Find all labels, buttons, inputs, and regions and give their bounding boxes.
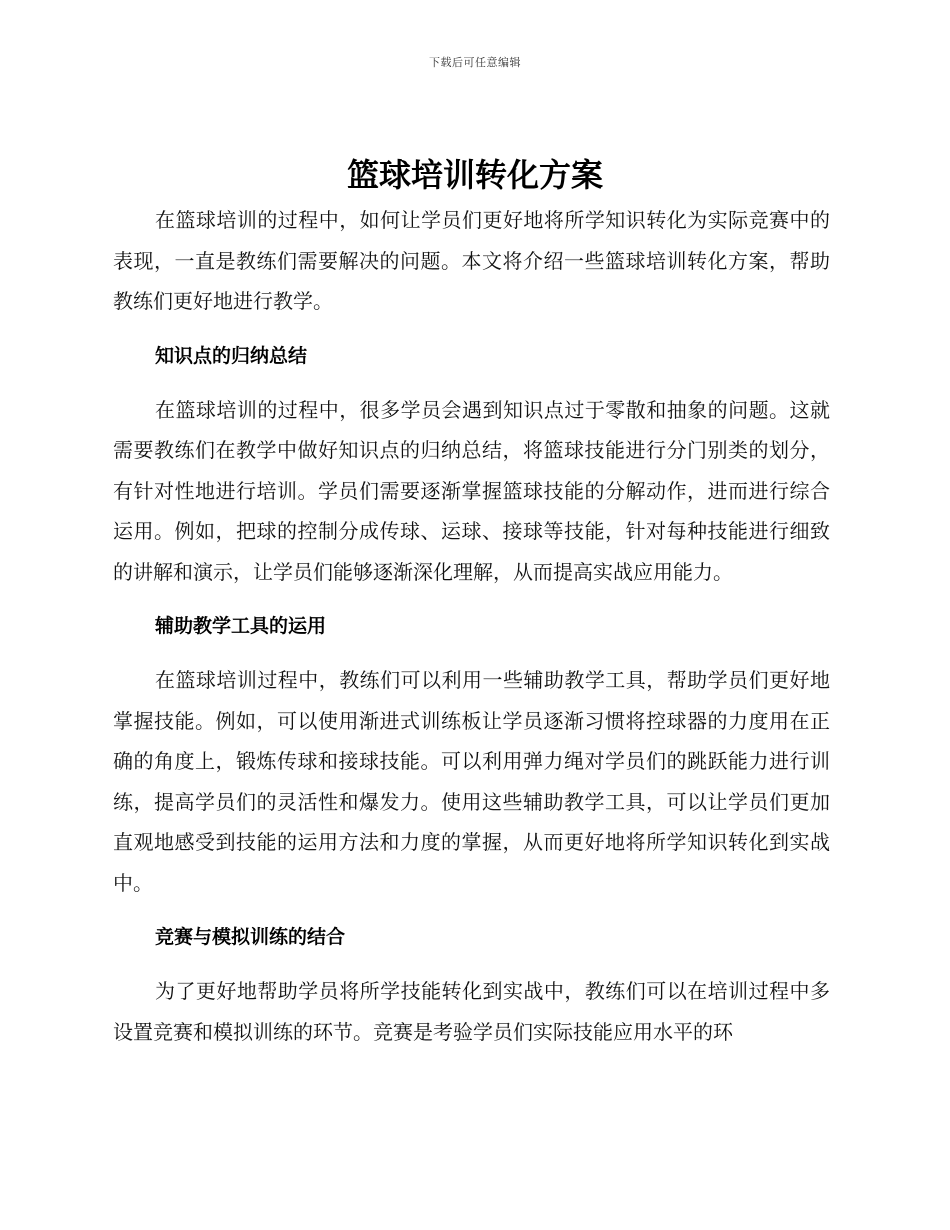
intro-paragraph: 在篮球培训的过程中，如何让学员们更好地将所学知识转化为实际竞赛中的表现，一直是教练们需要解决的问题。本文将介绍一些篮球培训转化方案，帮助教练们更好地进行教学。 [113, 208, 830, 313]
section-heading-teaching-tools: 辅助教学工具的运用 [155, 615, 327, 637]
section-heading-knowledge-summary: 知识点的归纳总结 [155, 344, 308, 367]
document-title: 篮球培训转化方案 [346, 156, 603, 194]
section-paragraph-teaching-tools: 在篮球培训过程中，教练们可以利用一些辅助教学工具，帮助学员们更好地掌握技能。例如，可以使用渐进式训练板让学员逐渐习惯将控球器的力度用在正确的角度上，锻炼传球和接球技能。可以利用弹力绳对学员们的跳跃能力进行训练，提高学员们的灵活性和爆发力。使用这些辅助教学工具，可以让学员们更加直观地感受到技能的运用方法和力度的掌握，从而更好地将所学知识转化到实战中。 [113, 668, 830, 895]
header-note: 下载后可任意编辑 [429, 56, 521, 69]
section-paragraph-competition-simulation: 为了更好地帮助学员将所学技能转化到实战中，教练们可以在培训过程中多设置竞赛和模拟训练的环节。竞赛是考验学员们实际技能应用水平的环 [113, 979, 830, 1044]
section-heading-competition-simulation: 竞赛与模拟训练的结合 [155, 926, 346, 948]
document-body [113, 200, 830, 1052]
section-paragraph-knowledge-summary: 在篮球培训的过程中，很多学员会遇到知识点过于零散和抽象的问题。这就需要教练们在教学中做好知识点的归纳总结，将篮球技能进行分门别类的划分，有针对性地进行培训。学员们需要逐渐掌握篮球技能的分解动作，进而进行综合运用。例如，把球的控制分成传球、运球、接球等技能，针对每种技能进行细致的讲解和演示，让学员们能够逐渐深化理解，从而提高实战应用能力。 [113, 397, 830, 584]
